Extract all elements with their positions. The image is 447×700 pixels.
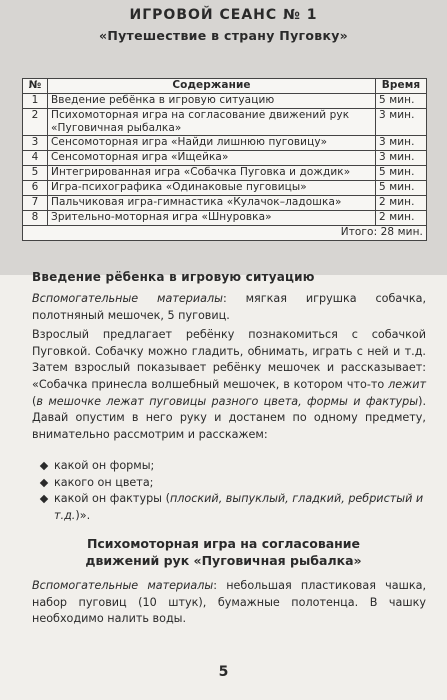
materials-label: Вспомогательные материалы [32,292,223,305]
list-item-text: какой он формы; [54,459,155,472]
column-header-number: № [23,79,48,94]
materials-text: : небольшая пластиковая чашка, набор пуговиц (10 штук), бумажные полотенца. В чашку необходимо налить воды. [32,579,426,626]
column-header-content: Содержание [48,79,376,94]
row-content: Введение ребёнка в игровую ситуацию [48,94,376,109]
row-time: 5 мин. [376,94,427,109]
table-total-row [23,226,427,241]
intro-paragraph-italic: лежит [388,377,426,391]
psycho-heading-line-1: Психомоторная игра на согласование [86,536,361,551]
row-number: 7 [23,196,48,211]
session-program-table [22,78,427,241]
column-header-time: Время [376,79,427,94]
table-row [23,151,427,166]
row-time: 2 мин. [376,211,427,226]
row-number: 2 [23,109,48,136]
intro-paragraph [32,327,426,443]
materials-label: Вспомогательные материалы [32,579,214,592]
row-number: 4 [23,151,48,166]
list-item-text: какого он цвета; [54,475,154,489]
question-list [40,458,428,524]
intro-paragraph-text: Взрослый предлагает ребёнку познакомиться с собачкой Пуговкой. Собачку можно гладить, обнимать, играть с ней и т.д. Затем взрослый показывает ребёнку мешочек и рассказывает: «Собачка принесла волшебный мешочек, в котором что-то [32,328,426,391]
row-content: Зрительно-моторная игра «Шнуровка» [48,211,376,226]
row-number: 8 [23,211,48,226]
row-content: Пальчиковая игра-гимнастика «Кулачок–ладошка» [48,196,376,211]
row-number: 6 [23,181,48,196]
table-row [23,94,427,109]
row-time: 3 мин. [376,136,427,151]
psycho-heading [0,535,447,569]
psycho-materials-paragraph [32,578,426,628]
row-content: Сенсомоторная игра «Ищейка» [48,151,376,166]
row-time: 3 мин. [376,109,427,136]
table-header-row [23,79,427,94]
list-item [40,458,428,475]
list-item [40,475,428,492]
row-time: 5 мин. [376,181,427,196]
row-number: 5 [23,166,48,181]
row-time: 5 мин. [376,166,427,181]
table-row [23,109,427,136]
intro-paragraph-text-3: ). Давай опустим в него руку и достанем по одному предмету, внимательно рассмотрим и расскажем: [32,394,426,441]
session-title: ИГРОВОЙ СЕАНС № 1 [129,7,318,23]
intro-heading: Введение рёбенка в игровую ситуацию [32,270,315,284]
list-item [40,491,428,524]
row-number: 3 [23,136,48,151]
intro-body [32,291,426,443]
row-time: 3 мин. [376,151,427,166]
session-subtitle: «Путешествие в страну Пуговку» [98,28,349,43]
materials-text: : мягкая игрушка собачка, полотняный мешочек, 5 пуговиц. [32,292,426,322]
list-item-italic: плоский, выпуклый, гладкий, ребристый и т.д. [54,492,424,522]
table-row [23,166,427,181]
psycho-body [32,578,426,628]
row-time: 2 мин. [376,196,427,211]
table-row [23,181,427,196]
row-content: Игра-психографика «Одинаковые пуговицы» [48,181,376,196]
intro-paragraph-text-2: ( [32,394,37,408]
table-row [23,136,427,151]
table-row [23,211,427,226]
table-row [23,196,427,211]
intro-materials-paragraph [32,291,426,324]
psycho-heading-line-2: движений рук «Пуговичная рыбалка» [85,553,362,568]
row-content: Сенсомоторная игра «Найди лишнюю пуговицу» [48,136,376,151]
list-item-text: какой он фактуры ( [54,492,170,506]
row-number: 1 [23,94,48,109]
total-time: Итого: 28 мин. [23,226,427,241]
row-content: Психомоторная игра на согласование движений рук «Пуговичная рыбалка» [48,109,376,136]
row-content: Интегрированная игра «Собачка Пуговка и дождик» [48,166,376,181]
page-number: 5 [218,664,229,680]
list-item-end: )». [75,508,91,522]
intro-paragraph-italic-2: в мешочке лежат пуговицы разного цвета, формы и фактуры [36,394,419,408]
